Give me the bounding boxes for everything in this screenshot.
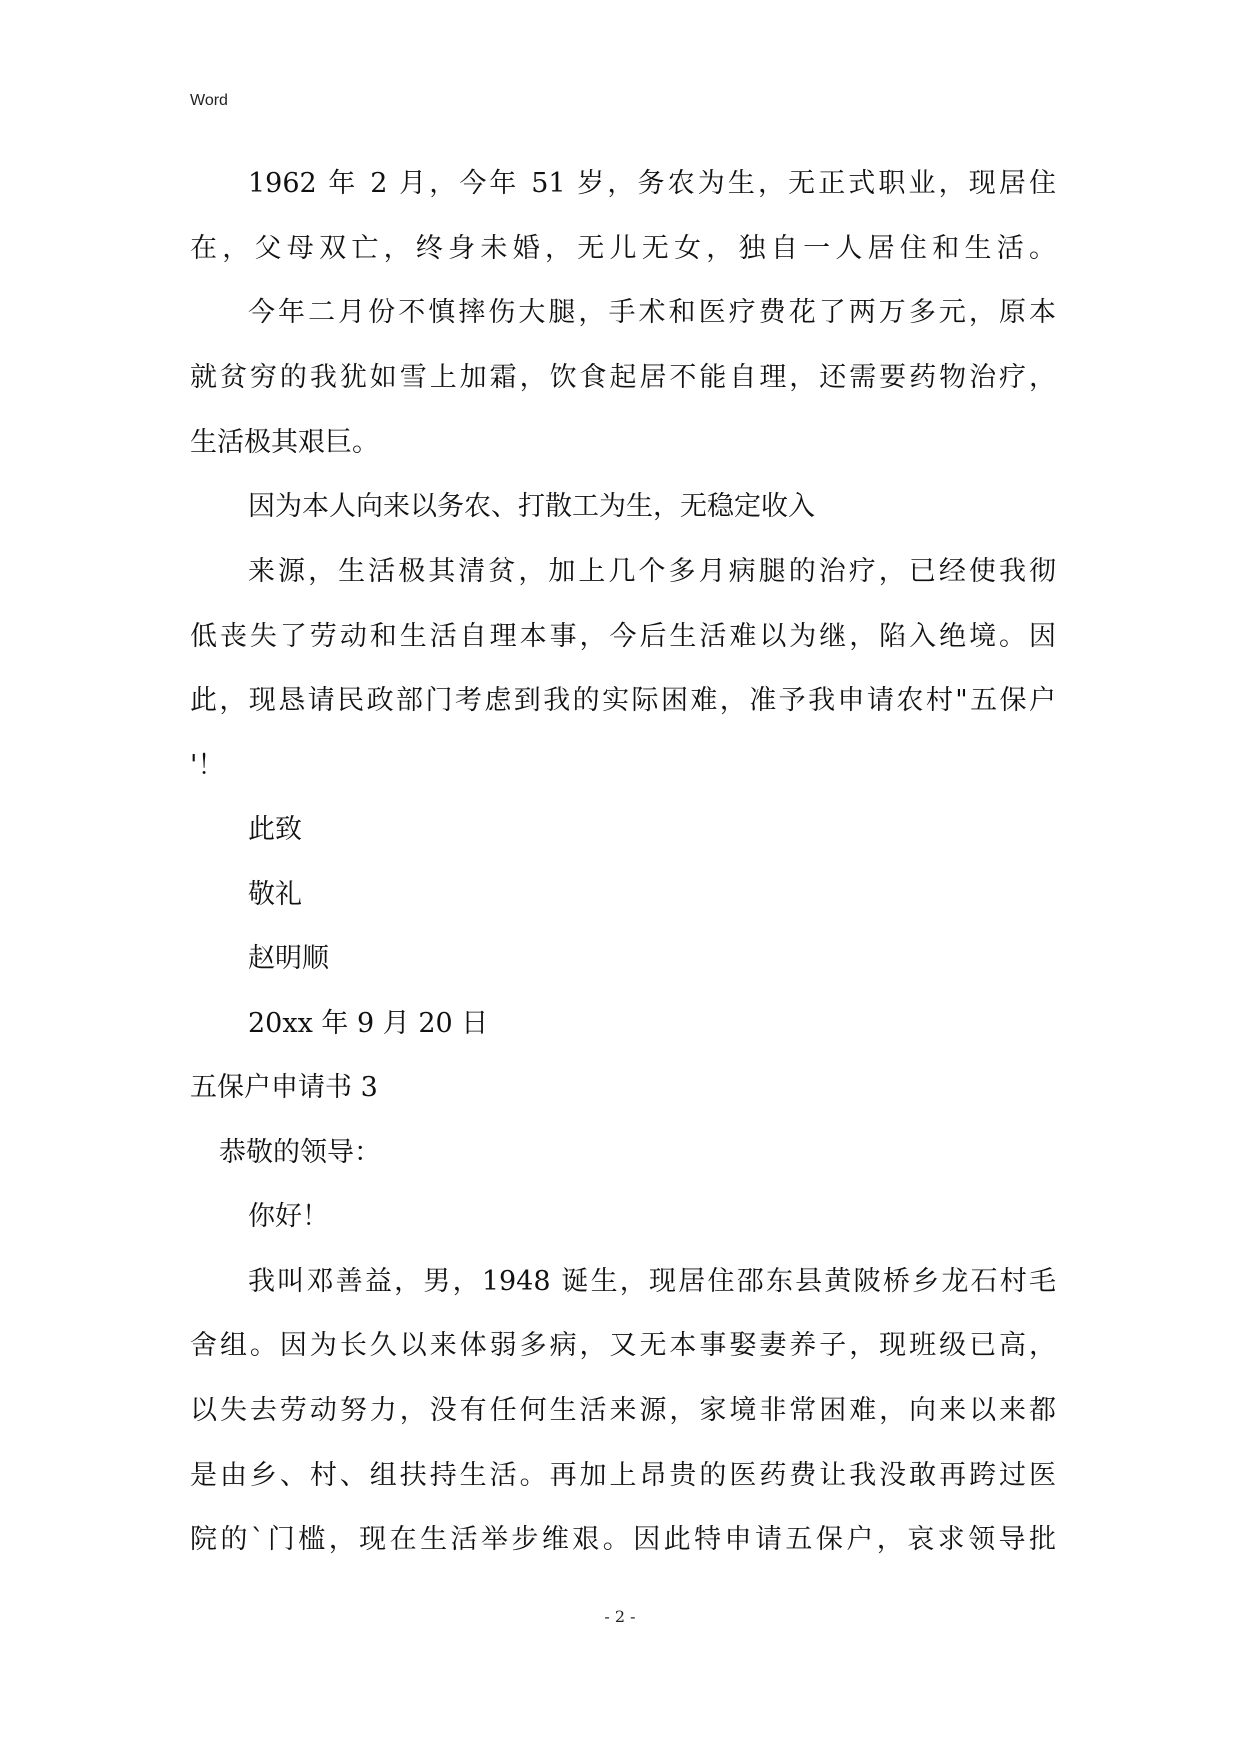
paragraph-line: 舍组。因为长久以来体弱多病，又无本事娶妻养子，现班级已高， bbox=[190, 1330, 1056, 1361]
paragraph-line: 以失去劳动努力，没有任何生活来源，家境非常困难，向来以来都 bbox=[190, 1395, 1056, 1426]
closing-salutation: 此致 bbox=[248, 814, 302, 845]
paragraph-line: 今年二月份不慎摔伤大腿，手术和医疗费花了两万多元，原本 bbox=[248, 297, 1056, 328]
closing-regards: 敬礼 bbox=[248, 879, 302, 910]
letter-greeting: 恭敬的领导： bbox=[219, 1137, 381, 1168]
paragraph-line: 生活极其艰巨。 bbox=[190, 427, 379, 458]
document-header-label: Word bbox=[190, 92, 228, 109]
paragraph-line: 就贫穷的我犹如雪上加霜，饮食起居不能自理，还需要药物治疗， bbox=[190, 362, 1056, 393]
letter-hello: 你好！ bbox=[248, 1201, 329, 1232]
paragraph-line: 在，父母双亡，终身未婚，无儿无女，独自一人居住和生活。 bbox=[190, 233, 1056, 264]
paragraph-line: 院的`门槛，现在生活举步维艰。因此特申请五保户，哀求领导批 bbox=[190, 1524, 1056, 1555]
page-number: - 2 - bbox=[604, 1607, 636, 1626]
paragraph-line: '！ bbox=[190, 750, 225, 781]
paragraph-line: 来源，生活极其清贫，加上几个多月病腿的治疗，已经使我彻 bbox=[248, 556, 1056, 587]
signature-date: 20xx 年 9 月 20 日 bbox=[248, 1008, 489, 1039]
paragraph-line: 因为本人向来以务农、打散工为生，无稳定收入 bbox=[248, 491, 815, 522]
paragraph-line: 此，现恳请民政部门考虑到我的实际困难，准予我申请农村"五保户 bbox=[190, 685, 1056, 716]
paragraph-line: 低丧失了劳动和生活自理本事，今后生活难以为继，陷入绝境。因 bbox=[190, 621, 1056, 652]
paragraph-line: 我叫邓善益，男，1948 诞生，现居住邵东县黄陂桥乡龙石村毛 bbox=[248, 1266, 1056, 1297]
paragraph-line: 1962 年 2 月，今年 51 岁，务农为生，无正式职业，现居住 bbox=[248, 168, 1056, 199]
paragraph-line: 是由乡、村、组扶持生活。再加上昂贵的医药费让我没敢再跨过医 bbox=[190, 1460, 1056, 1491]
signature-name: 赵明顺 bbox=[248, 943, 329, 974]
section-title: 五保户申请书 3 bbox=[190, 1072, 378, 1103]
